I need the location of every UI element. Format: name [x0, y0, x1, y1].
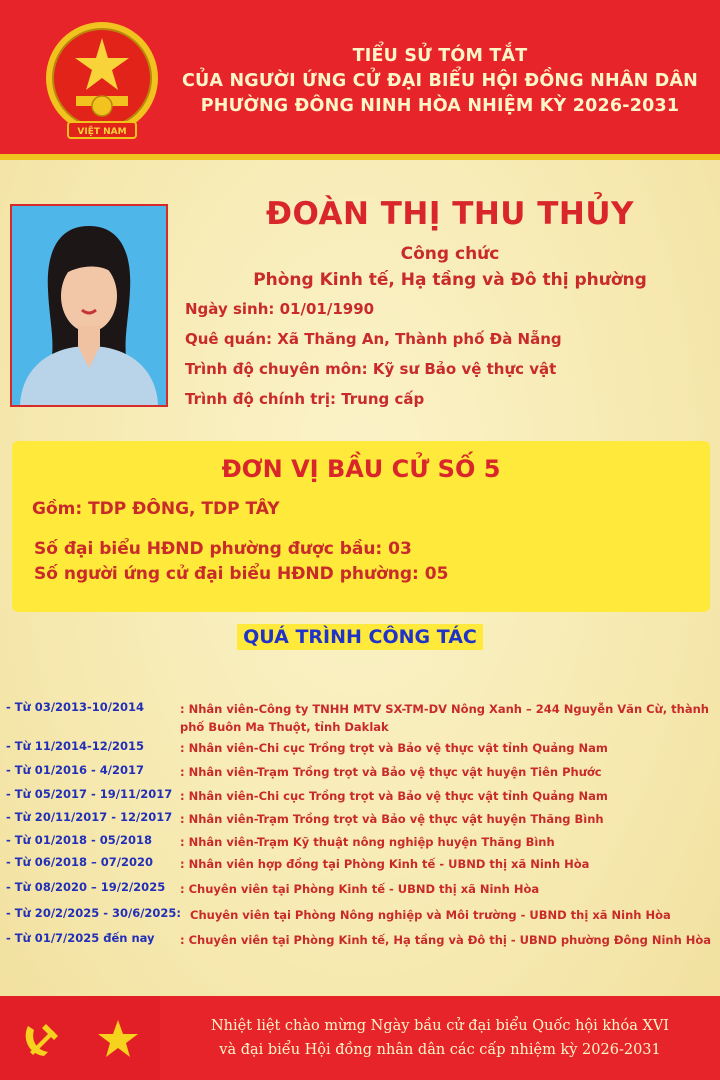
electoral-unit-includes: Gồm: TDP ĐÔNG, TDP TÂY: [32, 499, 280, 519]
info-hometown: [185, 330, 562, 348]
candidate-name: ĐOÀN THỊ THU THỦY: [266, 196, 634, 232]
info-label: Quê quán:: [185, 330, 273, 348]
header-line-3: PHƯỜNG ĐÔNG NINH HÒA NHIỆM KỲ 2026-2031: [200, 96, 680, 116]
header-line-1: TIỂU SỬ TÓM TẮT: [352, 46, 528, 66]
work-description: Chuyên viên tại Phòng Nông nghiệp và Môi trường - UBND thị xã Ninh Hòa: [190, 908, 671, 922]
work-history-heading: QUÁ TRÌNH CÔNG TÁC: [237, 624, 483, 650]
work-period: - Từ 01/2018 - 05/2018: [6, 833, 153, 847]
national-emblem-icon: [38, 18, 166, 146]
candidates-count: Số người ứng cử đại biểu HĐND phường: 05: [34, 564, 449, 584]
work-description: : Nhân viên-Trạm Kỹ thuật nông nghiệp huyện Thăng Bình: [180, 835, 555, 849]
emblem-text: VIỆT NAM: [77, 127, 127, 137]
info-label: Ngày sinh:: [185, 300, 275, 318]
work-description: : Nhân viên-Trạm Trồng trọt và Bảo vệ thực vật huyện Thăng Bình: [180, 812, 604, 826]
info-value: Kỹ sư Bảo vệ thực vật: [372, 360, 557, 378]
work-description: : Chuyên viên tại Phòng Kinh tế, Hạ tầng và Đô thị - UBND phường Đông Ninh Hòa: [180, 933, 712, 947]
work-period: - Từ 20/11/2017 - 12/2017: [6, 810, 173, 824]
work-period: - Từ 08/2020 – 19/2/2025: [6, 880, 166, 894]
work-period: - Từ 01/7/2025 đến nay: [6, 931, 155, 945]
work-description: : Nhân viên hợp đồng tại Phòng Kinh tế - UBND thị xã Ninh Hòa: [180, 857, 590, 871]
info-political: [185, 390, 424, 408]
work-history-title: [0, 624, 720, 650]
header-divider: [0, 154, 720, 160]
flag-icons: [0, 996, 160, 1080]
info-education: [185, 360, 556, 378]
footer-banner: [0, 996, 720, 1080]
work-description: : Nhân viên-Chi cục Trồng trọt và Bảo vệ thực vật tỉnh Quảng Nam: [180, 741, 608, 755]
header-line-2: CỦA NGƯỜI ỨNG CỬ ĐẠI BIỂU HỘI ĐỒNG NHÂN DÂN: [181, 71, 699, 91]
info-birthdate: [185, 300, 374, 318]
info-label: Trình độ chính trị:: [185, 390, 336, 408]
work-description: : Chuyên viên tại Phòng Kinh tế - UBND thị xã Ninh Hòa: [180, 882, 540, 896]
work-period: - Từ 05/2017 - 19/11/2017: [6, 787, 173, 801]
electoral-unit-box: [12, 441, 710, 612]
footer-line-1: Nhiệt liệt chào mừng Ngày bầu cử đại biểu Quốc hội khóa XVI: [210, 1018, 670, 1034]
footer-message: [160, 1014, 720, 1062]
candidate-photo: [10, 204, 168, 407]
work-period: - Từ 06/2018 – 07/2020: [6, 855, 153, 869]
header-banner: [0, 0, 720, 160]
info-value: 01/01/1990: [279, 300, 375, 318]
electoral-unit-title: ĐƠN VỊ BẦU CỬ SỐ 5: [221, 455, 501, 483]
info-label: Trình độ chuyên môn:: [185, 360, 368, 378]
star-icon: [98, 1020, 138, 1057]
work-period: - Từ 03/2013-10/2014: [6, 700, 145, 714]
work-period: - Từ 20/2/2025 - 30/6/2025:: [6, 906, 182, 920]
info-value: Xã Thăng An, Thành phố Đà Nẵng: [277, 330, 562, 348]
work-period: - Từ 11/2014-12/2015: [6, 739, 145, 753]
hammer-sickle-icon: [26, 1024, 58, 1056]
candidate-department: Phòng Kinh tế, Hạ tầng và Đô thị phường: [253, 270, 647, 290]
info-value: Trung cấp: [341, 390, 425, 408]
party-flag: [0, 996, 160, 1080]
portrait-icon: [12, 206, 166, 405]
candidate-role: Công chức: [400, 244, 500, 264]
delegates-elected: Số đại biểu HĐND phường được bầu: 03: [34, 539, 412, 559]
work-description: : Nhân viên-Trạm Trồng trọt và Bảo vệ thực vật huyện Tiên Phước: [180, 765, 602, 779]
work-period: - Từ 01/2016 - 4/2017: [6, 763, 145, 777]
footer-line-2: và đại biểu Hội đồng nhân dân các cấp nhiệm kỳ 2026-2031: [219, 1042, 661, 1058]
work-description: : Nhân viên-Công ty TNHH MTV SX-TM-DV Nông Xanh – 244 Nguyễn Văn Cừ, thành phố Buôn Ma Thuột, tỉnh Daklak: [180, 702, 709, 734]
header-title: [170, 44, 710, 119]
work-description: : Nhân viên-Chi cục Trồng trọt và Bảo vệ thực vật tỉnh Quảng Nam: [180, 789, 608, 803]
